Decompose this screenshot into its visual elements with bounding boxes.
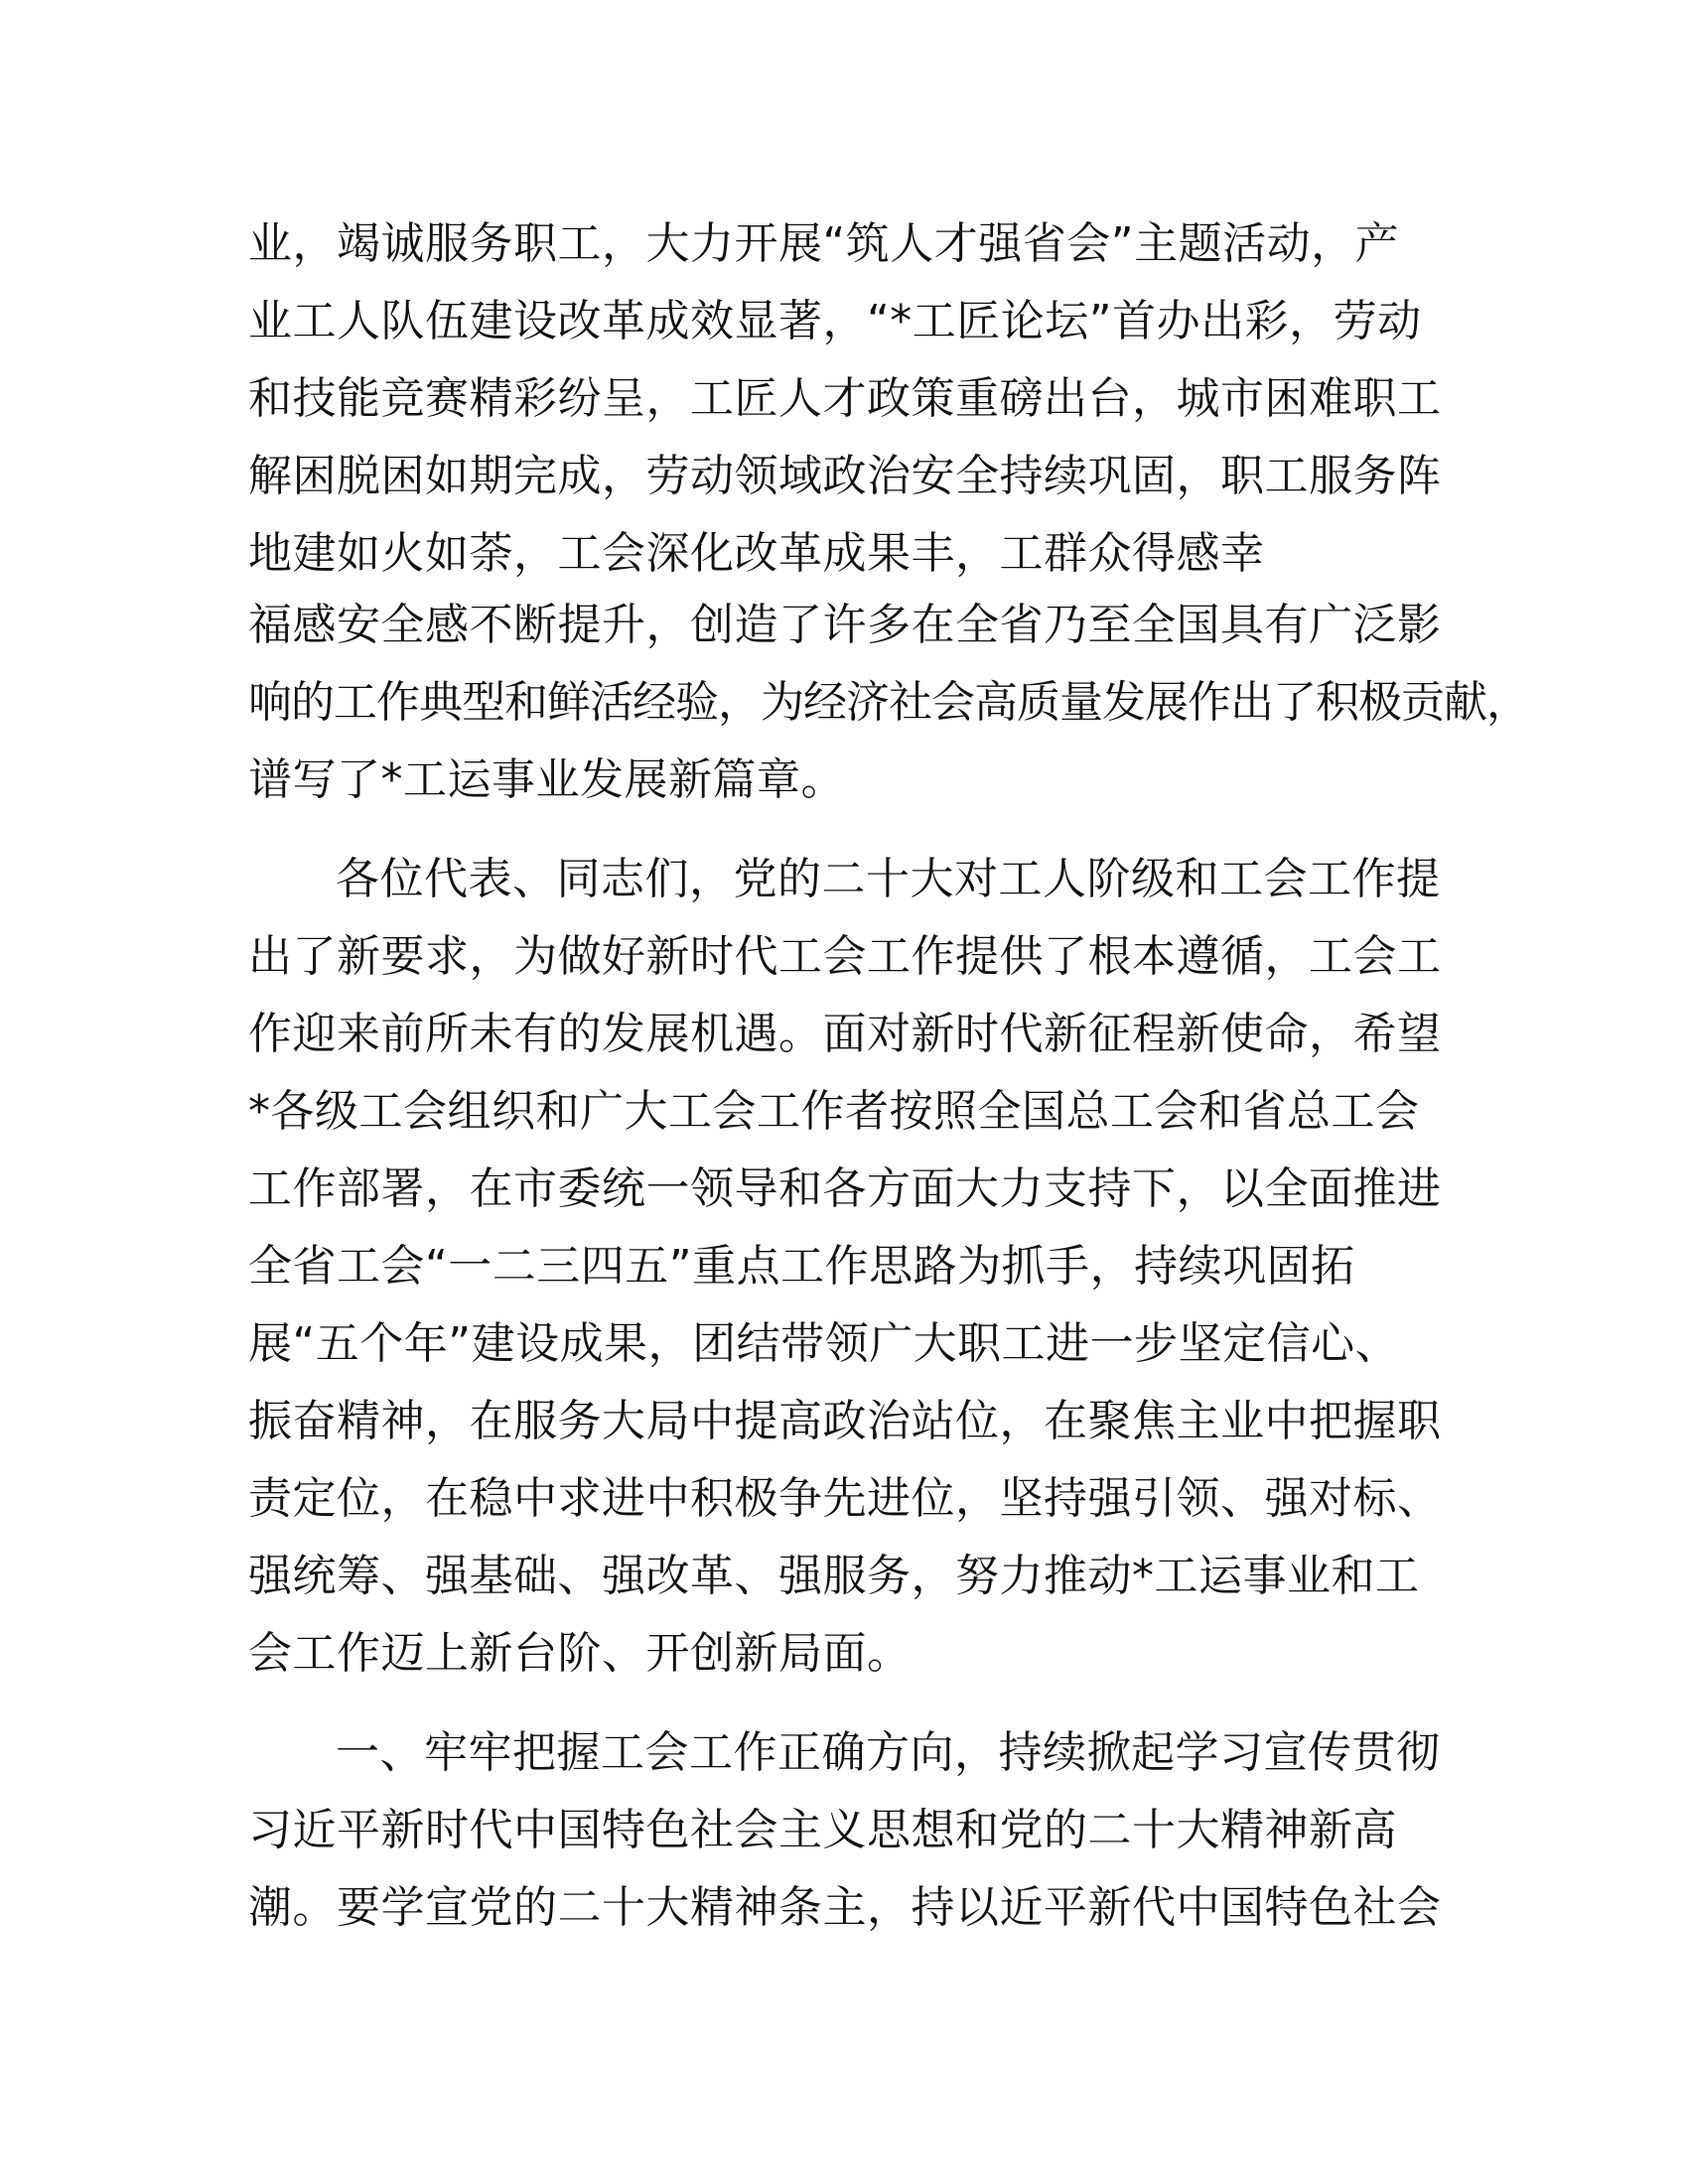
- paragraph-2-line-3: 作迎来前所未有的发展机遇。面对新时代新征程新使命，希望: [248, 1009, 1442, 1059]
- paragraph-2-line-1: 各位代表、同志们，党的二十大对工人阶级和工会工作提: [336, 854, 1441, 904]
- paragraph-1-line-6: 福感安全感不断提升，创造了许多在全省乃至全国具有广泛影: [248, 600, 1442, 650]
- paragraph-1-line-5: 地建如火如荼，工会深化改革成果丰，工群众得感幸: [248, 528, 1265, 579]
- paragraph-2-line-2: 出了新要求，为做好新时代工会工作提供了根本遵循，工会工: [248, 931, 1442, 982]
- paragraph-3-line-1: 一、牢牢把握工会工作正确方向，持续掀起学习宣传贯彻: [336, 1727, 1441, 1778]
- paragraph-3-line-3: 潮。要学宣党的二十大精神条主，持以近平新代中国特色社会: [248, 1882, 1442, 1933]
- paragraph-3-line-2: 习近平新时代中国特色社会主义思想和党的二十大精神新高: [248, 1805, 1397, 1855]
- paragraph-1-line-2: 业工人队伍建设改革成效显著，“*工匠论坛”首办出彩，劳动: [248, 296, 1422, 346]
- paragraph-2-line-11: 会工作迈上新台阶、开创新局面。: [248, 1628, 912, 1679]
- paragraph-1-line-3: 和技能竞赛精彩纷呈，工匠人才政策重磅出台，城市困难职工: [248, 373, 1442, 424]
- paragraph-1-line-7: 响的工作典型和鲜活经验，为经济社会高质量发展作出了积极贡献，: [248, 677, 1529, 728]
- paragraph-2-line-4: *各级工会组织和广大工会工作者按照全国总工会和省总工会: [248, 1086, 1420, 1137]
- paragraph-2-line-5: 工作部署，在市委统一领导和各方面大力支持下，以全面推进: [248, 1163, 1442, 1214]
- paragraph-1-line-8: 谱写了*工运事业发展新篇章。: [248, 754, 845, 805]
- paragraph-2-line-6: 全省工会“一二三四五”重点工作思路为抓手，持续巩固拓: [248, 1241, 1355, 1292]
- paragraph-2-line-8: 振奋精神，在服务大局中提高政治站位，在聚焦主业中把握职: [248, 1396, 1442, 1446]
- paragraph-2-line-10: 强统筹、强基础、强改革、强服务，努力推动*工运事业和工: [248, 1551, 1420, 1601]
- paragraph-1-line-4: 解困脱困如期完成，劳动领域政治安全持续巩固，职工服务阵: [248, 451, 1442, 501]
- paragraph-2-line-7: 展“五个年”建设成果，团结带领广大职工进一步坚定信心、: [248, 1318, 1400, 1369]
- paragraph-2-line-9: 责定位，在稳中求进中积极争先进位，坚持强引领、强对标、: [248, 1473, 1442, 1524]
- paragraph-1-line-1: 业，竭诚服务职工，大力开展“筑人才强省会”主题活动，产: [248, 218, 1400, 269]
